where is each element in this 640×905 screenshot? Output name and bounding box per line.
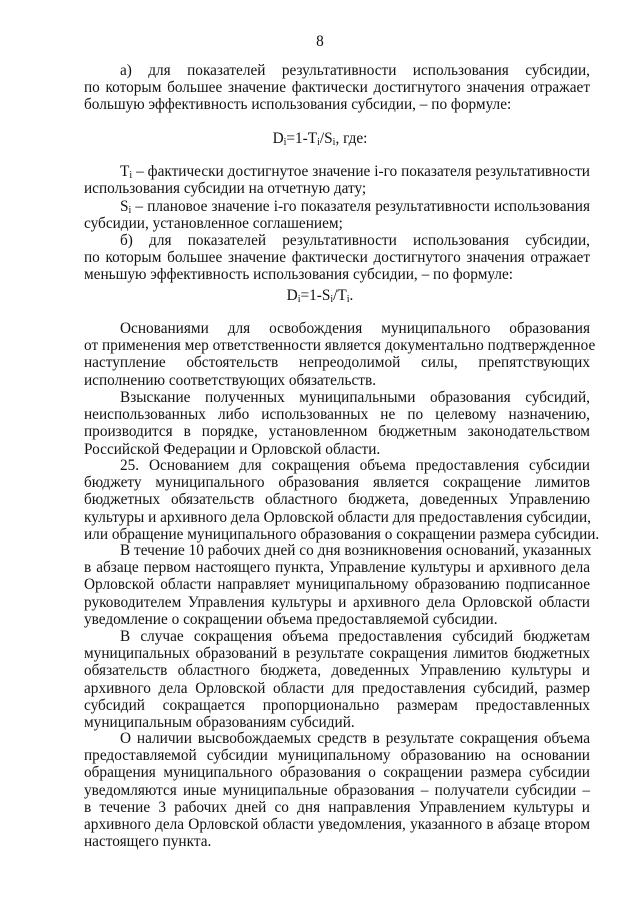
- text-line: Российской Федерации и Орловской области.: [84, 440, 381, 458]
- text-line: б) для показателей результативности использования субсидии,: [120, 232, 590, 249]
- text-line: $T_i$ – фактически достигнутое значение i-го показателя результативности: [120, 163, 590, 181]
- formula-a: $D_i=1-T_i/S_i$, где:: [272, 130, 368, 148]
- text-line: Взыскание полученных муниципальными образования субсидий,: [120, 389, 590, 406]
- text-line: 25. Основанием для сокращения объема предоставления субсидии: [120, 457, 590, 474]
- text-line: бюджету муниципального образования является сокращение лимитов: [84, 474, 590, 492]
- paragraph: [84, 62, 590, 114]
- text-line: обязательств областного бюджета, доведенных Управлению культуры и: [84, 662, 590, 680]
- text-line: Орловской области направляет муниципальному образованию подписанное: [84, 576, 590, 594]
- text-line: уведомляются иные муниципальные образования – получатели субсидии –: [84, 781, 590, 799]
- text-line: производится в порядке, установленном бюджетным законодательством: [84, 423, 590, 441]
- paragraph: [84, 163, 590, 197]
- page-number: 8: [316, 33, 324, 50]
- text-line: по которым большее значение фактически достигнутого значения отражает: [84, 249, 590, 267]
- text-line: а) для показателей результативности использования субсидии,: [120, 62, 590, 79]
- text-line: Основаниями для освобождения муниципального образования: [120, 320, 590, 337]
- paragraph: [84, 542, 590, 628]
- text-line: использования субсидии на отчетную дату;: [84, 180, 367, 198]
- paragraph: [84, 730, 590, 850]
- text-line: муниципальных образований в результате сокращения лимитов бюджетных: [84, 645, 590, 663]
- text-line: большую эффективность использования субсидии, – по формуле:: [84, 96, 512, 114]
- paragraph: [84, 389, 590, 458]
- text-line: руководителем Управления культуры и архивного дела Орловской области: [84, 593, 590, 611]
- paragraph: [84, 628, 590, 731]
- paragraph: [84, 232, 590, 284]
- text-line: субсидии, установленное соглашением;: [84, 215, 343, 233]
- text-line: или обращение муниципального образования о сокращении размера субсидии.: [84, 525, 600, 543]
- text-line: архивного дела Орловской области для предоставления субсидий, размер: [84, 679, 590, 697]
- text-line: по которым большее значение фактически достигнутого значения отражает: [84, 79, 590, 97]
- text-line: обращения муниципального образования о сокращении размера субсидии: [84, 764, 590, 782]
- text-line: в абзаце первом настоящего пункта, Управление культуры и архивного дела: [84, 559, 590, 577]
- text-line: наступление обстоятельств непреодолимой силы, препятствующих: [84, 354, 590, 372]
- formula-b: $D_i=1-S_i/T_i$.: [286, 287, 354, 305]
- text-line: В случае сокращения объема предоставления субсидий бюджетам: [120, 628, 590, 645]
- text-line: культуры и архивного дела Орловской области для предоставления субсидии,: [84, 508, 592, 526]
- text-line: исполнению соответствующих обязательств.: [84, 371, 377, 389]
- text-line: бюджетных обязательств областного бюджета, доведенных Управлению: [84, 491, 590, 509]
- text-line: предоставляемой субсидии муниципальному образованию на основании: [84, 747, 590, 765]
- text-line: О наличии высвобождаемых средств в результате сокращения объема: [120, 730, 590, 747]
- text-line: уведомление о сокращении объема предоставляемой субсидии.: [84, 610, 498, 628]
- paragraph: [84, 198, 590, 232]
- text-line: муниципальным образованиям субсидий.: [84, 714, 355, 732]
- text-line: настоящего пункта.: [84, 833, 212, 851]
- text-line: меньшую эффективность использования субсидии, – по формуле:: [84, 266, 514, 284]
- text-line: архивного дела Орловской области уведомления, указанного в абзаце втором: [84, 816, 590, 834]
- text-line: от применения мер ответственности является документально подтвержденное: [84, 337, 596, 355]
- text-line: субсидий сокращается пропорционально размерам предоставленных: [84, 696, 590, 714]
- text-line: $S_i$ – плановое значение i-го показателя результативности использования: [120, 198, 590, 216]
- paragraph: [84, 320, 596, 389]
- text-line: в течение 3 рабочих дней со дня направления Управлением культуры и: [84, 798, 590, 816]
- text-line: В течение 10 рабочих дней со дня возникновения оснований, указанных: [120, 542, 592, 559]
- paragraph: [84, 457, 600, 543]
- text-line: неиспользованных либо использованных не по целевому назначению,: [84, 406, 590, 424]
